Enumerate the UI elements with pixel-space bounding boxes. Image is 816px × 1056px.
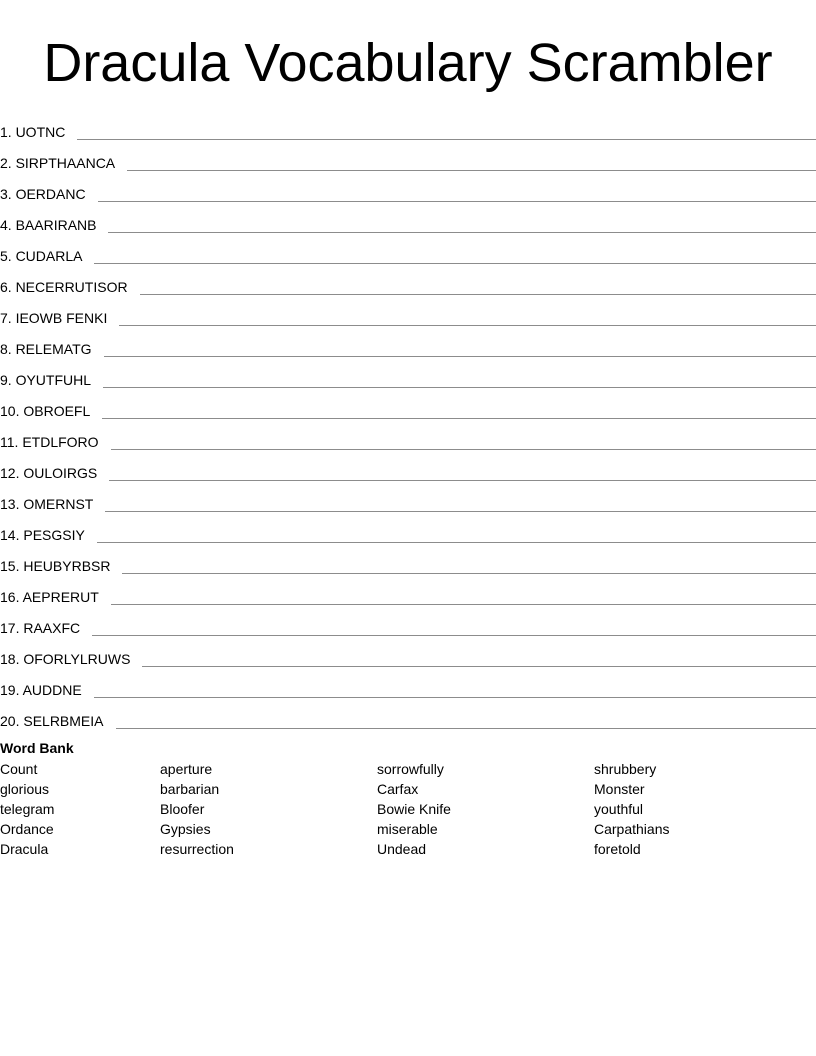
question-row (0, 328, 816, 359)
page-title: Dracula Vocabulary Scrambler (43, 33, 773, 93)
answer-line (111, 448, 816, 450)
word-bank-item: Bowie Knife (377, 801, 451, 817)
word-bank-item: barbarian (160, 781, 220, 797)
question-row (0, 390, 816, 421)
question-row (0, 576, 816, 607)
word-bank-item: aperture (160, 761, 213, 777)
question-list (0, 111, 816, 731)
scrambled-word: 4. BAARIRANB (0, 217, 97, 233)
word-bank-item: shrubbery (594, 761, 657, 777)
scrambled-word: 7. IEOWB FENKI (0, 310, 108, 326)
scrambled-word: 13. OMERNST (0, 496, 94, 512)
answer-line (98, 200, 816, 202)
answer-line (127, 169, 816, 171)
question-row (0, 266, 816, 297)
scrambled-word: 3. OERDANC (0, 186, 86, 202)
word-bank-item: Carpathians (594, 821, 670, 837)
question-row (0, 297, 816, 328)
scrambled-word: 12. OULOIRGS (0, 465, 98, 481)
question-row (0, 638, 816, 669)
answer-line (97, 541, 816, 543)
answer-line (140, 293, 816, 295)
question-row (0, 700, 816, 731)
scrambled-word: 6. NECERRUTISOR (0, 279, 128, 295)
scrambled-word: 14. PESGSIY (0, 527, 85, 543)
question-row (0, 173, 816, 204)
word-bank-item: Gypsies (160, 821, 211, 837)
answer-line (102, 417, 816, 419)
question-row (0, 111, 816, 142)
scrambled-word: 1. UOTNC (0, 124, 66, 140)
word-bank-item: Undead (377, 841, 427, 857)
answer-line (104, 355, 816, 357)
question-row (0, 235, 816, 266)
answer-line (92, 634, 816, 636)
word-bank-item: Carfax (377, 781, 419, 797)
scrambled-word: 2. SIRPTHAANCA (0, 155, 116, 171)
word-bank-item: youthful (594, 801, 644, 817)
answer-line (116, 727, 816, 729)
word-bank-title: Word Bank (0, 740, 74, 756)
answer-line (94, 262, 816, 264)
answer-line (77, 138, 816, 140)
answer-line (122, 572, 816, 574)
word-bank-item: glorious (0, 781, 50, 797)
scrambled-word: 11. ETDLFORO (0, 434, 99, 450)
word-bank-item: Dracula (0, 841, 49, 857)
word-bank-item: Monster (594, 781, 645, 797)
word-bank-item: Count (0, 761, 38, 777)
answer-line (142, 665, 816, 667)
question-row (0, 421, 816, 452)
question-row (0, 545, 816, 576)
question-row (0, 483, 816, 514)
question-row (0, 669, 816, 700)
word-bank-item: miserable (377, 821, 438, 837)
question-row (0, 607, 816, 638)
scrambled-word: 17. RAAXFC (0, 620, 81, 636)
word-bank-item: telegram (0, 801, 55, 817)
question-row (0, 452, 816, 483)
word-bank-item: Bloofer (160, 801, 205, 817)
question-row (0, 142, 816, 173)
answer-line (111, 603, 816, 605)
word-bank-item: sorrowfully (377, 761, 444, 777)
answer-line (108, 231, 816, 233)
scrambled-word: 18. OFORLYLRUWS (0, 651, 131, 667)
word-bank-item: foretold (594, 841, 641, 857)
word-bank-grid (0, 760, 816, 860)
word-bank-item: Ordance (0, 821, 54, 837)
scrambled-word: 5. CUDARLA (0, 248, 83, 264)
answer-line (109, 479, 816, 481)
question-row (0, 359, 816, 390)
answer-line (94, 696, 816, 698)
scrambled-word: 9. OYUTFUHL (0, 372, 92, 388)
question-row (0, 514, 816, 545)
answer-line (105, 510, 816, 512)
answer-line (119, 324, 816, 326)
word-bank-item: resurrection (160, 841, 234, 857)
scrambled-word: 19. AUDDNE (0, 682, 82, 698)
word-bank (0, 739, 816, 860)
scrambled-word: 8. RELEMATG (0, 341, 92, 357)
scrambled-word: 15. HEUBYRBSR (0, 558, 111, 574)
scrambled-word: 20. SELRBMEIA (0, 713, 104, 729)
answer-line (103, 386, 816, 388)
scrambled-word: 10. OBROEFL (0, 403, 91, 419)
scrambled-word: 16. AEPRERUT (0, 589, 99, 605)
question-row (0, 204, 816, 235)
